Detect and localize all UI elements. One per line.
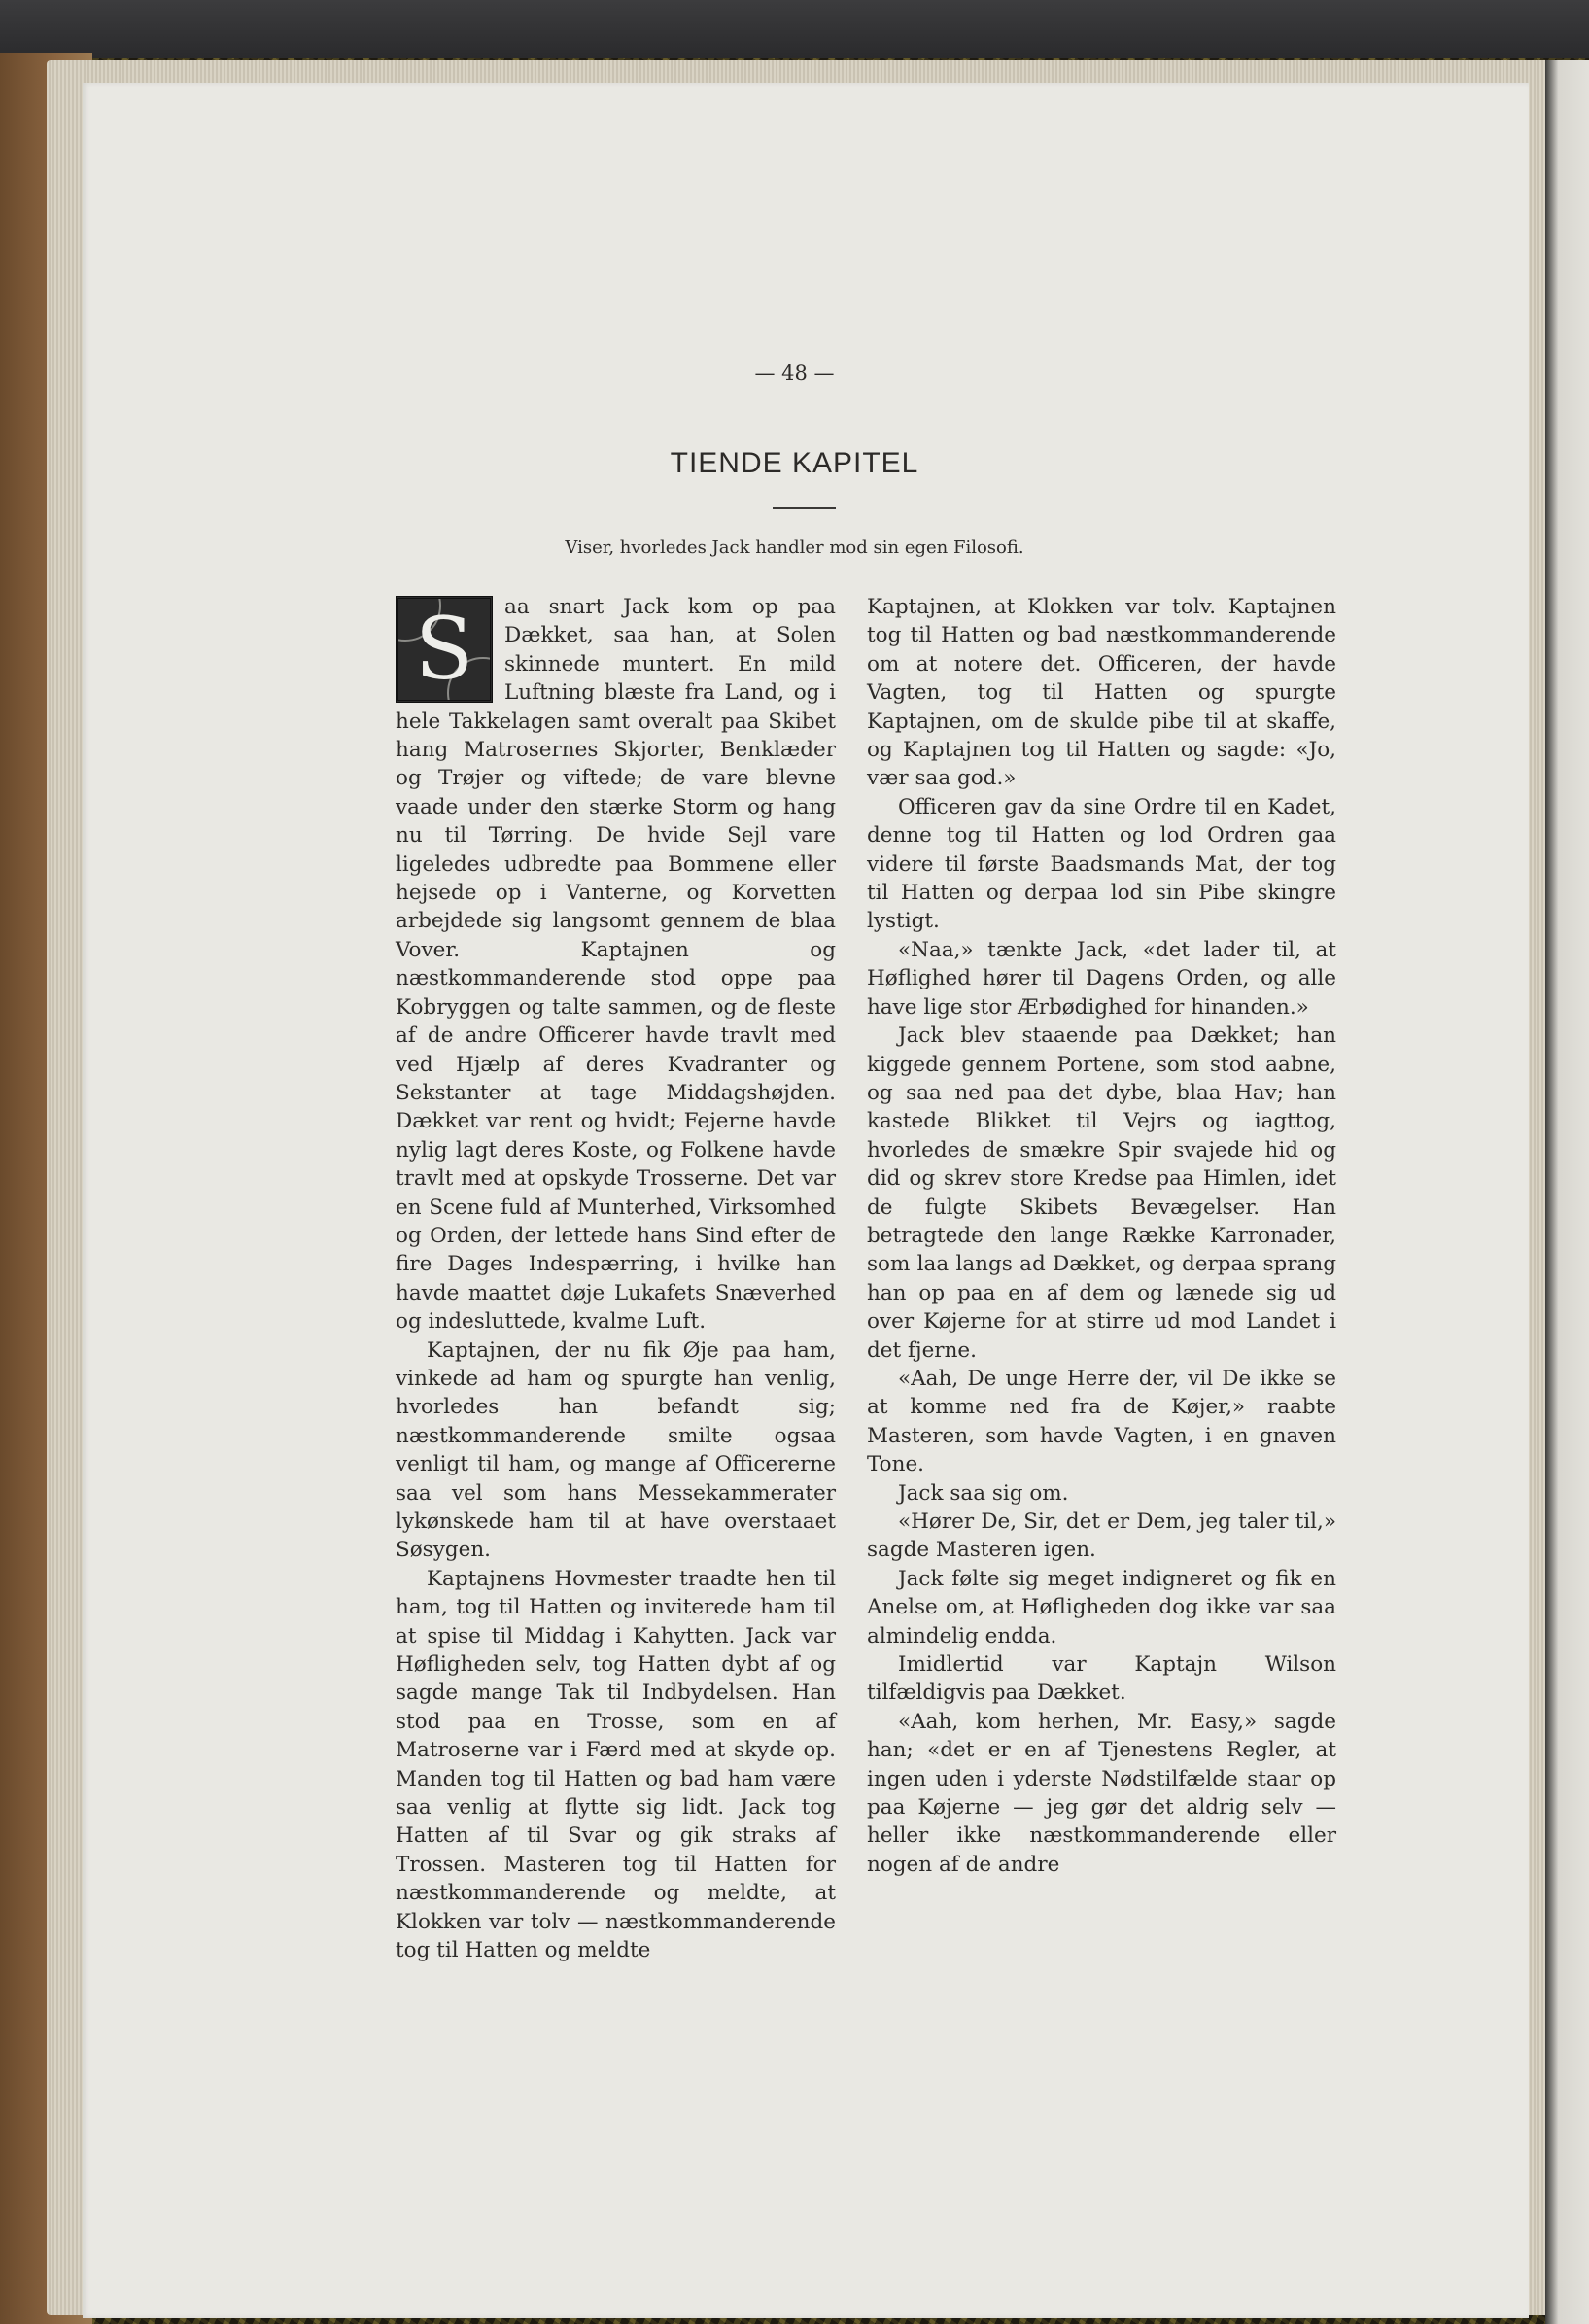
drop-cap-ornament bbox=[396, 596, 493, 703]
page-number: — 48 — bbox=[754, 362, 835, 385]
chapter-title: TIENDE KAPITEL bbox=[670, 447, 919, 479]
left-column bbox=[396, 593, 836, 1965]
paragraph: Jack blev staaende paa Dækket; han kiggede gennem Portene, som stod aabne, og saa ned paa det dybe, blaa Hav; han kastede Blikket til Vejrs og iagttog, hvorledes de smækre Spir svajede hid og did og skrev store Kredse paa Himlen, idet de fulgte Skibets Bevægelser. Han betragtede den lange Række Karronader, som laa langs ad Dækket, og derpaa sprang han op paa en af dem og lænede sig ud over Køjerne for at stirre ud mod Landet i det fjerne. bbox=[867, 1023, 1336, 1363]
right-column bbox=[867, 593, 1336, 1879]
paragraph: «Aah, De unge Herre der, vil De ikke se at komme ned fra de Køjer,» raabte Masteren, som havde Vagten, i en gnaven Tone. bbox=[867, 1366, 1336, 1477]
paragraph: Jack følte sig meget indigneret og fik en Anelse om, at Høfligheden dog ikke var saa almindelig endda. bbox=[867, 1566, 1336, 1648]
cover-top-edge bbox=[0, 0, 1589, 58]
paragraph: Jack saa sig om. bbox=[898, 1480, 1069, 1506]
paragraph-text: aa snart Jack kom op paa Dækket, saa han, at Solen skinnede muntert. En mild Luftning blæste fra Land, og i hele Takkelagen samt overalt paa Skibet hang Matrosernes Skjorter, Benklæder og Trøjer og viftede; de vare blevne vaade under den stærke Storm og hang nu til Tørring. De hvide Sejl vare ligeledes udbredte paa Bommene eller hejsede op i Vanterne, og Korvetten arbejdede sig langsomt gennem de blaa Vover. Kaptajnen og næstkommanderende stod oppe paa Kobryggen og talte sammen, og de fleste af de andre Officerer havde travlt med ved Hjælp af deres Kvadranter og Sekstanter at tage Middagshøjden. Dækket var rent og hvidt; Fejerne havde nylig lagt deres Koste, og Folkene havde travlt med at opskyde Trosserne. Det var en Scene fuld af Munterhed, Virksomhed og Orden, der lettede hans Sind efter de fire Dages Indespærring, i hvilke han havde maattet døje Lukafets Snæverhed og indesluttede, kvalme Luft. bbox=[396, 595, 836, 1335]
paragraph: Kaptajnen, der nu fik Øje paa ham, vinkede ad ham og spurgte han venlig, hvorledes han befandt sig; næstkommanderende smilte ogsaa venligt til ham, og mange af Officererne saa vel som hans Messekammerater lykønskede ham til at have overstaaet Søsygen. bbox=[396, 1337, 836, 1563]
paragraph: Officeren gav da sine Ordre til en Kadet, denne tog til Hatten og lod Ordren gaa videre til første Baadsmands Mat, der tog til Hatten og derpaa lod sin Pibe skingre lystigt. bbox=[867, 794, 1336, 934]
paragraph: Kaptajnen, at Klokken var tolv. Kaptajnen tog til Hatten og bad næstkommanderende om at notere det. Officeren, der havde Vagten, tog til Hatten og spurgte Kaptajnen, om de skulde pibe til at skaffe, og Kaptajnen tog til Hatten og sagde: «Jo, vær saa god.» bbox=[867, 595, 1336, 791]
drop-cap-letter: S bbox=[414, 599, 474, 699]
paragraph: «Hører De, Sir, det er Dem, jeg taler til,» sagde Masteren igen. bbox=[867, 1509, 1336, 1563]
next-page-edge bbox=[1545, 60, 1589, 2324]
paragraph bbox=[396, 593, 836, 1336]
chapter-subtitle: Viser, hvorledes Jack handler mod sin egen Filosofi. bbox=[565, 538, 1024, 558]
paragraph: «Aah, kom herhen, Mr. Easy,» sagde han; «det er en af Tjenestens Regler, at ingen uden i yderste Nødstilfælde staar op paa Køjerne — jeg gør det aldrig selv — heller ikke næstkommanderende eller nogen af de andre bbox=[867, 1709, 1336, 1877]
paragraph: «Naa,» tænkte Jack, «det lader til, at Høflighed hører til Dagens Orden, og alle have lige stor Ærbødighed for hinanden.» bbox=[867, 937, 1336, 1020]
paragraph: Kaptajnens Hovmester traadte hen til ham, tog til Hatten og inviterede ham til at spise til Middag i Kahytten. Jack var Høfligheden selv, tog Hatten dybt af og sagde mange Tak til Indbydelsen. Han stod paa en Trosse, som en af Matroserne var i Færd med at skyde op. Manden tog til Hatten og bad ham være saa venlig at flytte sig lidt. Jack tog Hatten af til Svar og gik straks af Trossen. Masteren tog til Hatten for næstkommanderende og meldte, at Klokken var tolv — næstkommanderende tog til Hatten og meldte bbox=[396, 1566, 836, 1963]
title-rule bbox=[773, 507, 836, 509]
paragraph: Imidlertid var Kaptajn Wilson tilfældigvis paa Dækket. bbox=[867, 1652, 1336, 1706]
